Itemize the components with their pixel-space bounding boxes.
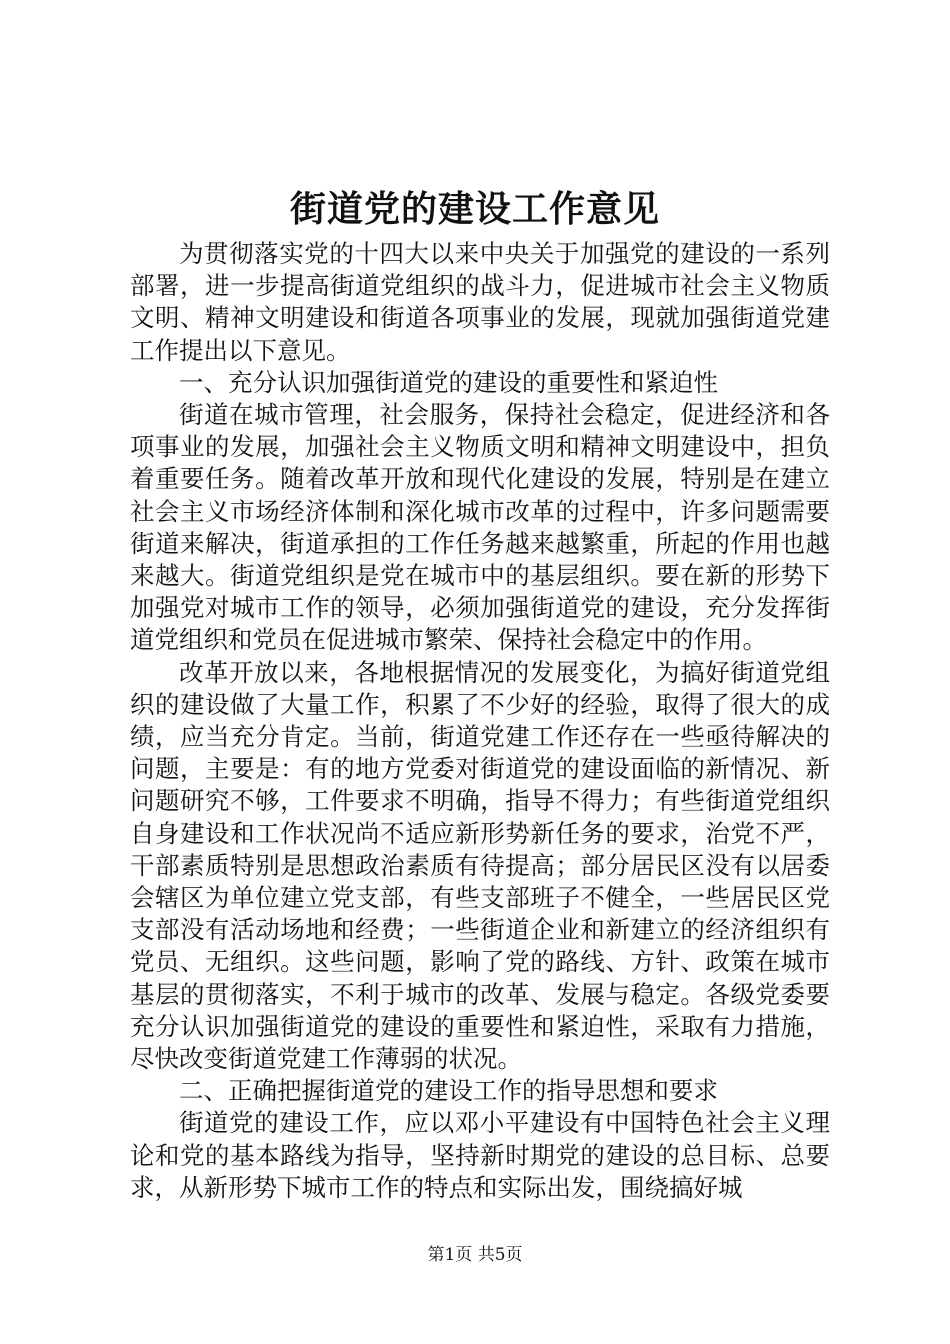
paragraph-intro: 为贯彻落实党的十四大以来中央关于加强党的建设的一系列部署，进一步提高街道党组织的战斗力，促进城市社会主义物质文明、精神文明建设和街道各项事业的发展，现就加强街道党建工作提出以下意见。	[130, 239, 830, 365]
document-body	[130, 238, 830, 1204]
section-heading-1: 一、充分认识加强街道党的建设的重要性和紧迫性	[179, 367, 718, 397]
paragraph-section1-b: 改革开放以来，各地根据情况的发展变化，为搞好街道党组织的建设做了大量工作，积累了不少好的经验，取得了很大的成绩，应当充分肯定。当前，街道党建工作还存在一些亟待解决的问题，主要是：有的地方党委对街道党的建设面临的新情况、新问题研究不够，工件要求不明确，指导不得力；有些街道党组织自身建设和工作状况尚不适应新形势新任务的要求，治党不严，干部素质特别是思想政治素质有待提高；部分居民区没有以居委会辖区为单位建立党支部，有些支部班子不健全，一些居民区党支部没有活动场地和经费；一些街道企业和新建立的经济组织有党员、无组织。这些问题，影响了党的路线、方针、政策在城市基层的贯彻落实，不利于城市的改革、发展与稳定。各级党委要充分认识加强街道党的建设的重要性和紧迫性，采取有力措施，尽快改变街道党建工作薄弱的状况。	[130, 657, 830, 1074]
page-footer: 第1页 共5页	[427, 1245, 523, 1265]
paragraph-section1-a: 街道在城市管理，社会服务，保持社会稳定，促进经济和各项事业的发展，加强社会主义物质文明和精神文明建设中，担负着重要任务。随着改革开放和现代化建设的发展，特别是在建立社会主义市场经济体制和深化城市改革的过程中，许多问题需要街道来解决，街道承担的工作任务越来越繁重，所起的作用也越来越大。街道党组织是党在城市中的基层组织。要在新的形势下加强党对城市工作的领导，必须加强街道党的建设，充分发挥街道党组织和党员在促进城市繁荣、保持社会稳定中的作用。	[130, 400, 830, 655]
section-heading-2: 二、正确把握街道党的建设工作的指导思想和要求	[179, 1076, 718, 1106]
document-title: 街道党的建设工作意见	[289, 188, 660, 230]
paragraph-section2-a: 街道党的建设工作，应以邓小平建设有中国特色社会主义理论和党的基本路线为指导，坚持新时期党的建设的总目标、总要求，从新形势下城市工作的特点和实际出发，围绕搞好城	[130, 1108, 830, 1202]
